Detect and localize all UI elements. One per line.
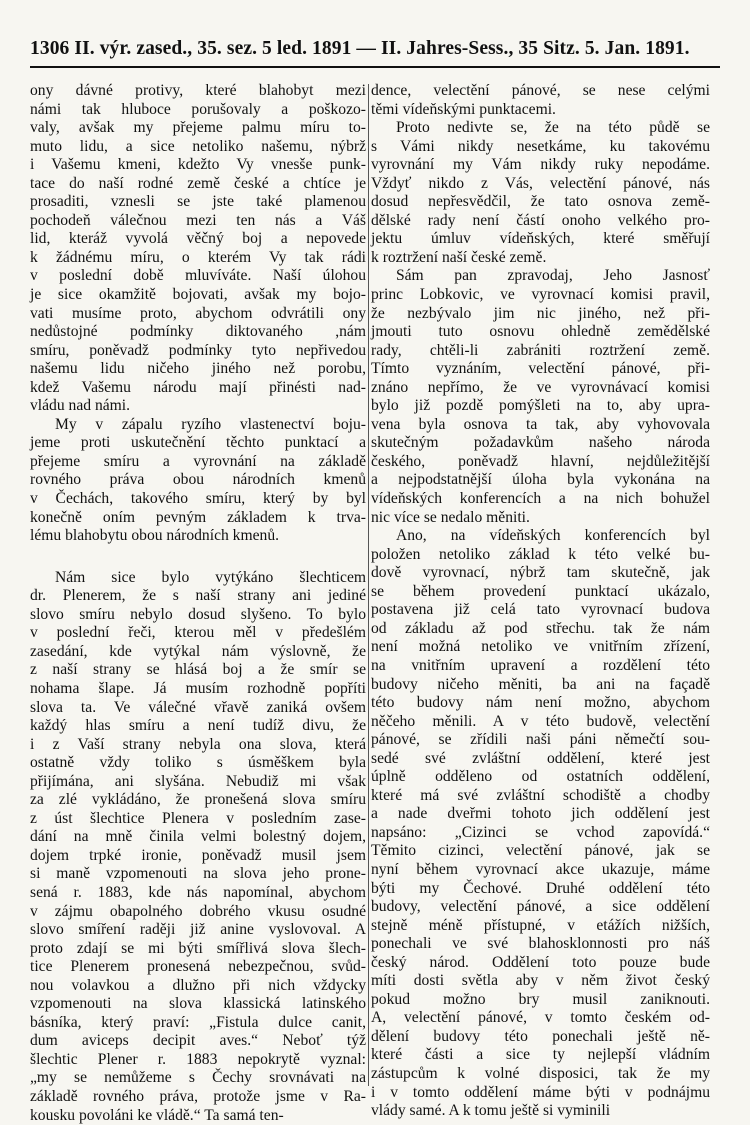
text-line: napsáno: „Cizinci se vchod zapovídá.“ — [371, 823, 710, 841]
paragraph — [30, 82, 366, 416]
text-line: přijímána, ani slyšána. Nebudiž mi však — [30, 772, 366, 790]
text-line: My v zápalu ryzího vlastenectví boju- — [54, 415, 366, 433]
text-line: dum aviceps decipit aves.“ Neboť týž — [30, 1032, 366, 1050]
text-line: úplně odděleno od ostatních oddělení, — [371, 768, 710, 786]
page-header: 1306 II. výr. zased., 35. sez. 5 led. 1891 — II. Jahres-Sess., 35 Sitz. 5. Jan. 1891. — [30, 38, 690, 59]
text-line: i Vašemu kmeni, kdežto Vy vnesše punk- — [30, 156, 366, 174]
text-line: zástupcům k volné disposici, tak že my — [371, 1064, 710, 1082]
text-line: postavena již celá tato vyrovnací budova — [371, 601, 710, 619]
paragraph — [371, 119, 710, 267]
text-line: v Čechách, takového smíru, který by byl — [30, 490, 366, 508]
text-line: jmouti tuto osnovu ohledně zemědělské — [371, 323, 710, 341]
text-line: z úst šlechtice Plenera v posledním zase- — [30, 809, 366, 827]
text-line: „my se nemůžeme s Čechy srovnávati na — [30, 1069, 366, 1087]
text-line: dence, velectění pánové, se nese celými — [371, 82, 710, 99]
text-line: Proto nedivte se, že na této půdě se — [395, 119, 710, 137]
text-line: Ano, na vídeňských konferencích byl — [395, 527, 710, 545]
text-line: lému blahobytu obou národních kmenů. — [30, 527, 280, 545]
text-line: lid, kteráž vyvolá věčný boj a nepovede — [30, 230, 366, 248]
text-line: od základu až pod střechu. tak že nám — [371, 619, 710, 637]
text-line: bylo již pozdě pomýšleti na to, aby upra- — [371, 397, 710, 415]
right-column — [371, 82, 710, 1120]
text-line: kousku povoláni ke vládě.“ Ta samá ten- — [30, 1106, 284, 1124]
text-line: těmi vídeňskými punktacemi. — [371, 100, 556, 118]
text-line: slovo smíru nebylo dosud slyšeno. To bylo — [30, 605, 366, 623]
text-line: i z Vaší strany nebyla ona slova, která — [30, 735, 366, 753]
text-line: vena byla osnova ta tak, aby vyhovovala — [371, 415, 710, 433]
text-line: Tímto vyznáním, velectění pánové, při- — [371, 360, 710, 378]
text-line: námi tak hluboce porušovaly a poškozo- — [30, 100, 366, 118]
text-line: dr. Plenerem, že s naší strany ani jediné — [30, 587, 366, 605]
text-line: princ Lobkovic, ve vyrovnací komisi pravil, — [371, 286, 710, 304]
paragraph — [371, 527, 710, 1121]
text-line: v zájmu obapolného dobrého vkusu osudné — [30, 902, 366, 920]
text-line: znáno nepřímo, že ve vyrovnávací komisi — [371, 378, 710, 396]
text-line: jektu úmluv vídeňských, které směřují — [371, 230, 710, 248]
text-line: Nám sice bylo vytýkáno šlechticem — [54, 568, 366, 586]
text-line: na vnitřním upravení a rozdělení této — [371, 656, 710, 674]
text-line: každý hlas smíru a není tudíž divu, že — [30, 717, 366, 735]
text-line: které části a sice ty nejlepší vládním — [371, 1046, 710, 1064]
text-line: šlechtic Plener r. 1883 nepokrytě vyznal: — [30, 1050, 366, 1068]
text-line: nou volavkou a dlužno při nich vždycky — [30, 976, 366, 994]
text-line: slova ta. Ve válečné vřavě zaniká ovšem — [30, 698, 366, 716]
text-line: ponechali ve své blahosklonnosti pro náš — [371, 935, 710, 953]
text-line: a nade dveřmi tohoto jich oddělení jest — [371, 805, 710, 823]
text-line: budovy ničeho měniti, ba ani na façadě — [371, 675, 710, 693]
text-line: dojem trpké ironie, poněvadž musil jsem — [30, 846, 366, 864]
text-line: v poslední době mluvíváte. Naší úlohou — [30, 267, 366, 285]
text-line: muto lidu, a sice netoliko našemu, nýbrž — [30, 137, 366, 155]
text-line: smíru, poněvadž podmínky tyto nepřivedou — [30, 341, 366, 359]
text-line: dově vyrovnací, nýbrž tam skutečně, jak — [371, 564, 710, 582]
text-line: nedůstojné podmínky diktovaného ,nám — [30, 323, 366, 341]
text-line: sedé své zvláštní oddělení, které jest — [371, 749, 710, 767]
text-line: něčeho měnili. A v této budově, velectění — [371, 712, 710, 730]
text-line: nic více se nedalo měniti. — [371, 508, 530, 526]
text-line: se během provedení punktací ukázalo, — [371, 582, 710, 600]
text-line: i v tomto oddělení máme býti v podnájmu — [371, 1083, 710, 1101]
text-line: není možná netoliko ve vnitřním zřízení, — [371, 638, 710, 656]
text-line: rovného práva obou národních kmenů — [30, 471, 366, 489]
text-line: ony dávné protivy, které blahobyt mezi — [30, 82, 366, 99]
paragraph-gap — [30, 546, 366, 569]
text-line: tice Plenerem pronesená nebezpečnou, svůd- — [30, 958, 366, 976]
text-line: míti dosti světla aby v něm život český — [371, 972, 710, 990]
text-line: že nezbývalo jim nic jiného, než při- — [371, 304, 710, 322]
text-line: budovy, velectění pánové, a sice oddělení — [371, 898, 710, 916]
text-line: vídeňských konferencích a na nich bohužel — [371, 490, 710, 508]
text-line: pokud možno bry musil zaniknouti. — [371, 990, 710, 1008]
text-line: Sám pan zpravodaj, Jeho Jasnosť — [395, 267, 710, 285]
text-line: A, velectění pánové, v tomto českém od- — [371, 1009, 710, 1027]
text-line: v poslední řeči, kterou měl v předešlém — [30, 624, 366, 642]
text-line: býti my Čechové. Druhé oddělení této — [371, 879, 710, 897]
text-line: našemu lidu ničeho jiného než porobu, — [30, 360, 366, 378]
paragraph — [371, 267, 710, 527]
text-line: skutečným požadavkům našeho národa — [371, 434, 710, 452]
text-line: pánové, se zřídili naši páni němečtí sou- — [371, 731, 710, 749]
text-line: přejeme smíru a vyrovnání na základě — [30, 452, 366, 470]
text-line: je sice okamžitě bojovati, avšak my bojo- — [30, 286, 366, 304]
text-line: dělské rady není částí onoho velkého pro- — [371, 211, 710, 229]
text-line: kdež Vašemu národu mají přinésti nad- — [30, 378, 366, 396]
left-column — [30, 82, 366, 1124]
text-line: s Vámi nikdy nesetkáme, ku takovému — [371, 137, 710, 155]
text-line: českého, poněvadž hlavní, nejdůležitější — [371, 452, 710, 470]
text-line: rady, chtěli-li zabrániti roztržení země. — [371, 341, 710, 359]
text-line: valy, avšak my přejeme palmu míru to- — [30, 119, 366, 137]
text-line: sená r. 1883, kde nás napomínal, abychom — [30, 883, 366, 901]
text-line: si maně vzpomenouti na slova jeho prone- — [30, 865, 366, 883]
text-line: vati musíme proto, abychom odvrátili ony — [30, 304, 366, 322]
paragraph — [30, 416, 366, 546]
text-line: básníka, který praví: „Fistula dulce canit, — [30, 1013, 366, 1031]
text-line: proto zdají se mi býti smířlivá slova šlech- — [30, 939, 366, 957]
text-line: tace do naší rodné země české a chtíce je — [30, 174, 366, 192]
text-line: pochodeň válečnou mezi ten nás a Váš — [30, 211, 366, 229]
text-line: vlády samé. A k tomu ještě si vyminili — [371, 1102, 611, 1120]
text-line: Vždyť nikdo z Vás, velectění pánové, nás — [371, 174, 710, 192]
text-line: a nejpodstatnější úloha byla vykonána na — [371, 471, 710, 489]
text-line: Těmito cizinci, velectění pánové, jak se — [371, 842, 710, 860]
paragraph — [371, 82, 710, 119]
text-line: dosud nepřesvědčil, že tato osnova země- — [371, 193, 710, 211]
text-line: dání na mně činila velmi bolestný dojem, — [30, 828, 366, 846]
text-line: prosaditi, vznesli se jste také plamenou — [30, 193, 366, 211]
text-line: které má své zvláštní schodiště a chodby — [371, 786, 710, 804]
text-line: vládu nad námi. — [30, 397, 131, 415]
text-line: vyrovnání my Vám nikdy ruky nepodáme. — [371, 156, 710, 174]
text-line: stejně méně přístupné, v etážích nižších, — [371, 916, 710, 934]
column-separator — [368, 84, 369, 1086]
text-line: zasedání, kde vytýkal nám výslovně, že — [30, 642, 366, 660]
text-line: nohama šlape. Já musím rozhodně popříti — [30, 679, 366, 697]
text-line: položen netoliko základ k této velké bu- — [371, 545, 710, 563]
text-line: jeme proti uskutečnění těchto punktací a — [30, 434, 366, 452]
text-line: konečně oním pevným základem k trva- — [30, 508, 366, 526]
text-line: k žádnému míru, o kterém Vy tak rádi — [30, 248, 366, 266]
text-line: slovo smíření raději již anine vyslovoval. A — [30, 921, 366, 939]
text-line: dělení budovy této ponechali ještě ně- — [371, 1027, 710, 1045]
text-line: nyní během vyrovnací akce ukazuje, máme — [371, 860, 710, 878]
text-line: vzpomenouti na slova klassická latinského — [30, 995, 366, 1013]
text-line: této budovy nám není možno, abychom — [371, 694, 710, 712]
paragraph — [30, 569, 366, 1125]
text-line: ostatně vždy toliko s úsměškem byla — [30, 754, 366, 772]
text-line: z naší strany se hlásá boj a že smír se — [30, 661, 366, 679]
text-line: český národ. Oddělení toto pouze bude — [371, 953, 710, 971]
header-rule — [30, 66, 720, 68]
text-line: základě rovného práva, protože jsme v Ra- — [30, 1087, 366, 1105]
text-line: za zlé vykládáno, že pronešená slova smíru — [30, 791, 366, 809]
text-line: k roztržení naší české země. — [371, 248, 547, 266]
